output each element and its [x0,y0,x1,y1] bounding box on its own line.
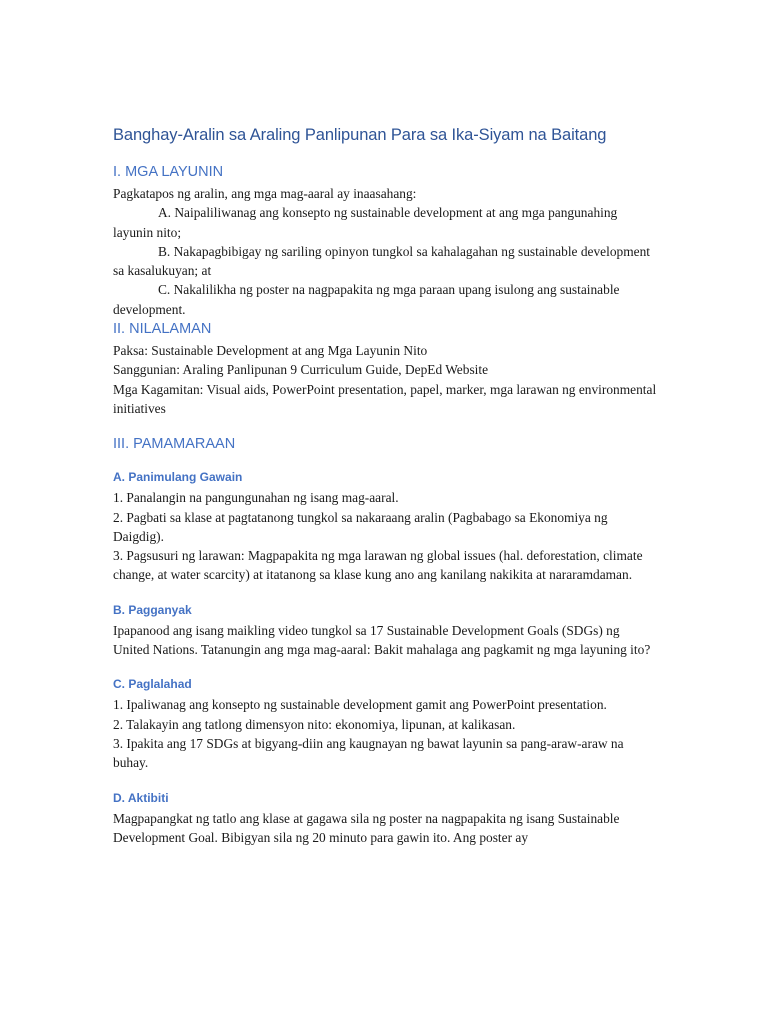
list-item: 1. Panalangin na pangungunahan ng isang mag-aaral. [113,490,399,506]
section-heading-nilalaman: II. NILALAMAN [113,321,212,338]
content-line: Sanggunian: Araling Panlipunan 9 Curriculum Guide, DepEd Website [113,362,489,378]
subheading-panimulang-gawain: A. Panimulang Gawain [113,470,243,485]
content-line: Mga Kagamitan: Visual aids, PowerPoint presentation, papel, marker, mga larawan ng environmental initiatives [113,381,657,416]
list-item: 3. Pagsusuri ng larawan: Magpapakita ng mga larawan ng global issues (hal. deforestation, climate change, at water scarcity) at itatanong sa klase kung ano ang kanilang nakikita at nararamdaman. [113,548,643,583]
paragraph: Ipapanood ang isang maikling video tungkol sa 17 Sustainable Development Goals (SDGs) ng United Nations. Tatanungin ang mga mag-aaral: Bakit mahalaga ang pagkamit ng mga layuning ito? [113,622,651,658]
list-item: 2. Pagbati sa klase at pagtatanong tungkol sa nakaraang aralin (Pagbabago sa Ekonomiya ng Daigdig). [113,509,608,544]
subheading-aktibiti: D. Aktibiti [113,790,169,805]
objective-item: C. Nakalilikha ng poster na nagpapakita ng mga paraan upang isulong ang sustainable development. [113,282,620,317]
list-item: 1. Ipaliwanag ang konsepto ng sustainable development gamit ang PowerPoint presentation. [113,697,607,713]
objective-item: B. Nakapagbibigay ng sariling opinyon tungkol sa kahalagahan ng sustainable development sa kasalukuyan; at [113,243,650,279]
list-item: 2. Talakayin ang tatlong dimensyon nito: ekonomiya, lipunan, at kalikasan. [113,716,516,732]
paragraph: Magpapangkat ng tatlo ang klase at gagawa sila ng poster na nagpapakita ng isang Sustainable Development Goal. Bibigyan sila ng 20 minuto para gawin ito. Ang poster ay [113,810,620,845]
document-page [113,124,658,847]
section-heading-pamamaraan: III. PAMAMARAAN [113,436,236,453]
document-title: Banghay-Aralin sa Araling Panlipunan Para sa Ika-Siyam na Baitang [113,126,607,144]
section-intro: Pagkatapos ng aralin, ang mga mag-aaral ay inaasahang: [113,186,417,201]
section-heading-layunin: I. MGA LAYUNIN [113,164,224,180]
content-line: Paksa: Sustainable Development at ang Mga Layunin Nito [113,343,428,359]
subheading-paglalahad: C. Paglalahad [113,677,192,692]
objective-item: A. Naipaliliwanag ang konsepto ng sustainable development at ang mga pangunahing layunin nito; [113,205,618,240]
list-item: 3. Ipakita ang 17 SDGs at bigyang-diin ang kaugnayan ng bawat layunin sa pang-araw-araw na buhay. [113,735,624,771]
subheading-pagganyak: B. Pagganyak [113,602,192,617]
